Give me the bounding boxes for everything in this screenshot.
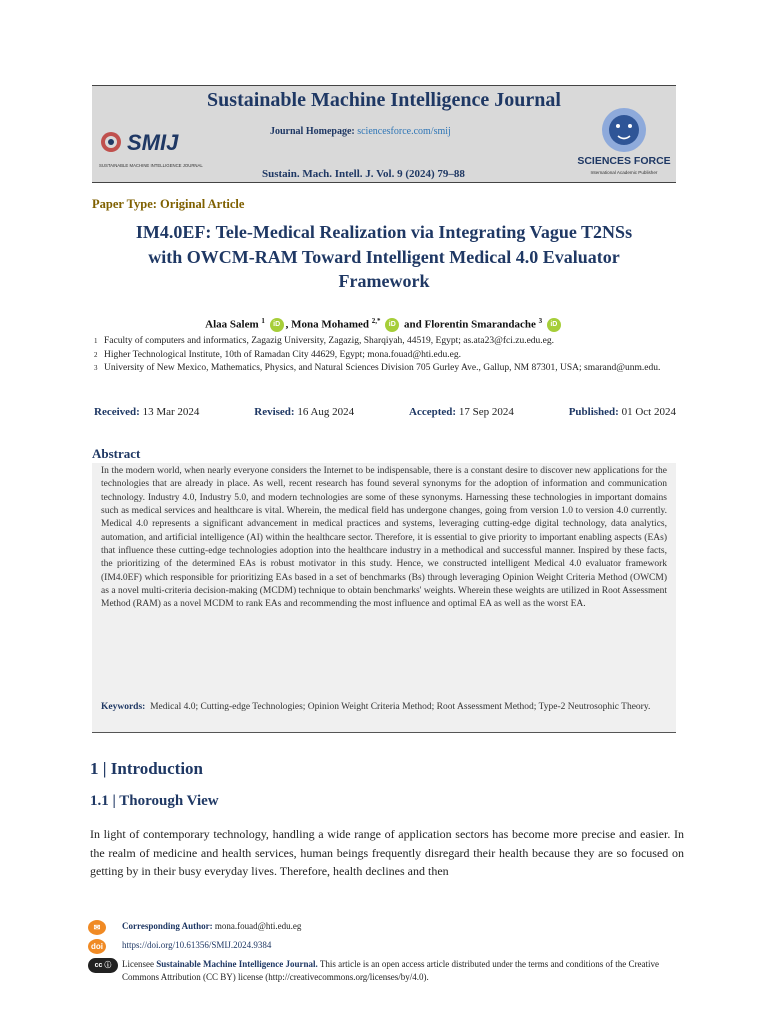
affiliation-text: University of New Mexico, Mathematics, Physics, and Natural Sciences Division 705 Gurley Ave., Gallup, NM 87301, USA; smarand@unm.edu. <box>104 363 661 373</box>
email-icon: ✉ <box>88 920 106 935</box>
sciences-force-logo <box>574 104 674 182</box>
received-date: Received: 13 Mar 2024 <box>94 406 200 418</box>
paper-title <box>92 220 676 294</box>
affiliation-number: 3 <box>94 364 98 372</box>
section-heading: 1 | Introduction <box>90 759 204 778</box>
affiliation-number: 1 <box>94 337 98 345</box>
orcid-icon[interactable]: iD <box>270 318 284 332</box>
journal-homepage <box>270 126 451 137</box>
smij-logo-text: SMIJ <box>127 130 179 155</box>
affiliation-text: Faculty of computers and informatics, Zagazig University, Zagazig, Sharqiyah, 44519, Egypt; as.ata23@fci.zu.edu.eg. <box>104 336 555 346</box>
affiliation <box>94 335 674 349</box>
journal-header <box>92 85 676 183</box>
affiliation <box>94 349 674 363</box>
author-name: Alaa Salem <box>205 318 259 331</box>
journal-citation: Sustain. Mach. Intell. J. Vol. 9 (2024) 79–88 <box>262 168 465 180</box>
license-text: This article is an open access article distributed under the terms and conditions of the Creative Commons Attribution (CC BY) license (http://creativecommons.org/licenses/by/4.0). <box>122 959 659 982</box>
author-name: and Florentin Smarandache <box>404 318 536 331</box>
body-paragraph: In light of contemporary technology, handling a wide range of application sectors has become more precise and easier. In the realm of medicine and health services, human beings frequently disregard their health because they are so focused on getting by in their busy everyday lives. Therefore, health declines and then <box>90 827 684 878</box>
corresponding-author <box>88 920 688 935</box>
smij-logo <box>97 126 237 170</box>
brain-icon <box>101 132 121 152</box>
doi-row <box>88 939 688 954</box>
homepage-link[interactable]: sciencesforce.com/smij <box>357 126 451 137</box>
lion-icon <box>602 108 646 152</box>
corr-email[interactable]: mona.fouad@hti.edu.eg <box>214 921 302 931</box>
author-affil-sup: 2,* <box>371 317 381 325</box>
sf-logo-text: SCIENCES FORCE <box>577 155 671 167</box>
revised-date: Revised: 16 Aug 2024 <box>254 406 355 418</box>
title-line: IM4.0EF: Tele-Medical Realization via Integrating Vague T2NSs <box>135 222 633 242</box>
keywords <box>101 701 667 714</box>
orcid-icon[interactable]: iD <box>547 318 561 332</box>
published-date: Published: 01 Oct 2024 <box>568 406 676 418</box>
orcid-icon[interactable]: iD <box>385 318 399 332</box>
page-footer <box>88 920 688 987</box>
doi-icon: doi <box>88 939 106 954</box>
abstract-text: In the modern world, when nearly everyone considers the Internet to be indispensable, there is a constant desire to discover new applications for the technologies that are already in place. As well, recent research has found several synonyms for the adoption of information and communication technology. Industry 4.0, Industry 5.0, and modern technologies are some of these synonyms. Harnessing these technologies in important domains such as medical services and healthcare is vital. Wherein, the medical field has undergone changes, going from version 1.0 to version 4.0 currently. Medical 4.0 represents a significant advancement in medical practices and systems, leveraging cutting-edge digital technology, data analytics, automation, and artificial intelligence (AI) within the healthcare sector. Therefore, it is essential to give priority to important enabling aspects (EAs) that influence these cutting-edge technologies adoption into the healthcare industry in a methodical and successful manner. Inspired by these facts, the prioritizing of the determined EAs is robust motivator in this study. Hence, we constructed intelligent Medical 4.0 evaluator framework (IM4.0EF) which responsible for prioritizing EAs based in a set of benchmarks (Bs) through leveraging Opinion Weight Criteria Method (OWCM) as a novel multi-criteria decision-making (MCDM) technique to obtain benchmarks' weights. Wherein these weights are utilized in Root Assessment Method (RAM) as a novel MCDM to rank EAs and recommending the most influence and optimal EA as well as the worst EA. <box>101 466 667 610</box>
sf-logo-sub: International Academic Publisher <box>590 170 658 175</box>
keywords-label: Keywords: <box>101 702 146 712</box>
author-affil-sup: 1 <box>261 317 265 325</box>
affiliation-number: 2 <box>94 350 98 359</box>
affiliations <box>94 335 674 376</box>
title-line: with OWCM-RAM Toward Intelligent Medical 4.0 Evaluator <box>148 246 620 267</box>
journal-title: Sustainable Machine Intelligence Journal <box>207 89 561 111</box>
title-line: Framework <box>338 271 430 291</box>
keywords-text: Medical 4.0; Cutting-edge Technologies; Opinion Weight Criteria Method; Root Assessment Method; Type-2 Neutrosophic Theory. <box>150 702 651 712</box>
abstract-heading: Abstract <box>92 446 141 461</box>
creative-commons-icon: cc ⓘ <box>88 958 118 973</box>
author-name: , Mona Mohamed <box>285 318 370 331</box>
corr-label: Corresponding Author: <box>122 921 213 931</box>
subsection-heading: 1.1 | Thorough View <box>90 793 219 809</box>
license-row <box>88 958 688 983</box>
paper-type: Paper Type: Original Article <box>92 197 245 211</box>
smij-logo-sub: SUSTAINABLE MACHINE INTELLIGENCE JOURNAL <box>99 163 203 168</box>
affiliation-text: Higher Technological Institute, 10th of Ramadan City 44629, Egypt; mona.fouad@hti.edu.eg. <box>104 349 461 360</box>
author-affil-sup: 3 <box>538 317 543 325</box>
doi-link[interactable]: https://doi.org/10.61356/SMIJ.2024.9384 <box>122 940 272 950</box>
author-list <box>92 312 676 334</box>
accepted-date: Accepted: 17 Sep 2024 <box>409 406 514 418</box>
license-journal: Sustainable Machine Intelligence Journal. <box>156 959 318 969</box>
abstract-box <box>92 463 676 733</box>
homepage-label: Journal Homepage: <box>270 126 355 137</box>
license-pre: Licensee <box>122 959 154 969</box>
article-dates <box>94 406 676 418</box>
affiliation <box>94 362 674 376</box>
